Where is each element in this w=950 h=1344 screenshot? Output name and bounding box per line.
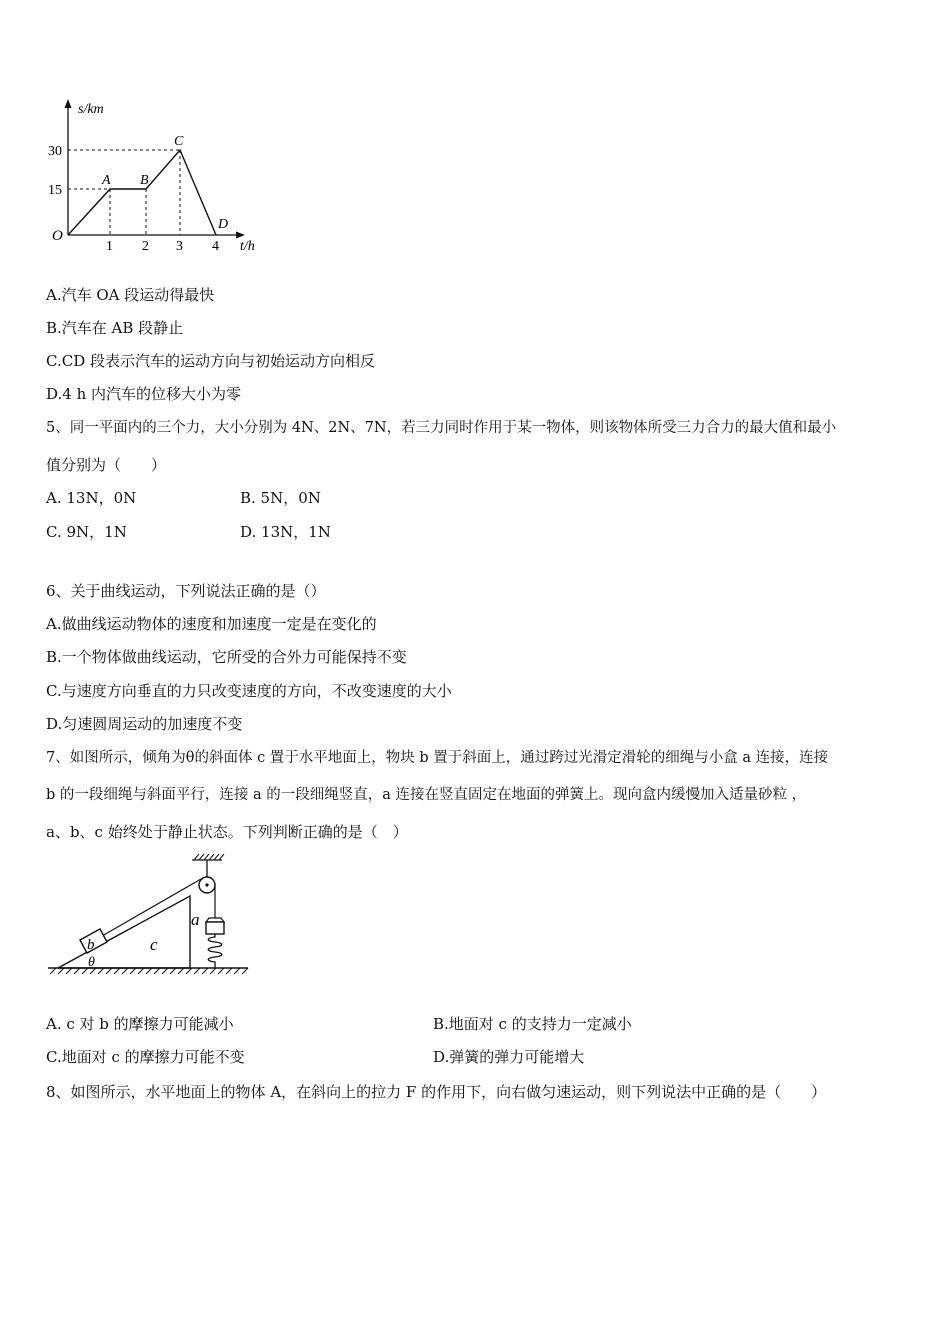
q5-option-b: B. 5N，0N: [240, 489, 321, 507]
q6-option-d: D.匀速圆周运动的加速度不变: [46, 715, 243, 733]
incline-figure: [44, 852, 254, 982]
graph-line: [68, 150, 216, 235]
y-axis-label: s/km: [78, 102, 104, 117]
point-d-label: D: [218, 217, 229, 232]
q8-stem: 8、如图所示，水平地面上的物体 A，在斜向上的拉力 F 的作用下，向右做匀速运动，则下列说法中正确的是（ ）: [46, 1083, 827, 1101]
point-a-label: A: [102, 173, 111, 188]
q5-option-c: C. 9N，1N: [46, 523, 127, 541]
q7-option-d: D.弹簧的弹力可能增大: [433, 1048, 585, 1066]
origin-label: O: [52, 228, 63, 244]
label-a: a: [191, 910, 200, 929]
q5-option-d: D. 13N，1N: [240, 523, 331, 541]
q4-option-b: B.汽车在 AB 段静止: [46, 319, 184, 337]
point-b-label: B: [140, 173, 149, 188]
pulley-axle: [205, 883, 208, 886]
spring: [208, 934, 222, 968]
ground-hatch: [50, 968, 248, 974]
q7-option-c: C.地面对 c 的摩擦力可能不变: [46, 1048, 245, 1066]
q5-stem-line2: 值分别为（ ）: [46, 456, 167, 474]
x-axis-label: t/h: [240, 239, 255, 254]
box-a: [206, 922, 224, 934]
y-tick-15: 15: [48, 183, 62, 198]
q7-stem-line2: b 的一段细绳与斜面平行，连接 a 的一段细绳竖直，a 连接在竖直固定在地面的弹簧上。现向盒内缓慢加入适量砂粒 ，: [46, 787, 807, 803]
x-tick-1: 1: [106, 239, 113, 254]
q7-option-b: B.地面对 c 的支持力一定减小: [433, 1015, 632, 1033]
y-axis-arrow: [65, 99, 72, 108]
x-tick-2: 2: [142, 239, 149, 254]
x-axis-arrow: [236, 232, 245, 239]
x-tick-4: 4: [212, 239, 219, 254]
q6-option-a: A.做曲线运动物体的速度和加速度一定是在变化的: [46, 615, 377, 633]
q7-option-a: A. c 对 b 的摩擦力可能减小: [46, 1015, 234, 1033]
q5-stem-line1: 5、同一平面内的三个力，大小分别为 4N、2N、7N，若三力同时作用于某一物体，则该物体所受三力合力的最大值和最小: [46, 420, 837, 436]
q6-option-c: C.与速度方向垂直的力只改变速度的方向，不改变速度的大小: [46, 682, 452, 700]
st-graph: [40, 95, 270, 255]
q6-stem: 6、关于曲线运动，下列说法正确的是（）: [46, 582, 326, 600]
q4-option-a: A.汽车 OA 段运动得最快: [46, 286, 215, 304]
label-theta: θ: [88, 955, 95, 970]
q7-stem-line1: 7、如图所示，倾角为θ的斜面体 c 置于水平地面上，物块 b 置于斜面上，通过跨过光滑定滑轮的细绳与小盒 a 连接，连接: [46, 750, 829, 766]
q7-stem-line3: a、b、c 始终处于静止状态。下列判断正确的是（ ）: [46, 823, 408, 841]
y-tick-30: 30: [48, 144, 62, 159]
incline-c: [58, 896, 190, 968]
q4-option-d: D.4 h 内汽车的位移大小为零: [46, 385, 242, 403]
point-c-label: C: [174, 134, 184, 149]
label-b: b: [87, 937, 95, 953]
q6-option-b: B.一个物体做曲线运动，它所受的合外力可能保持不变: [46, 648, 407, 666]
q4-option-c: C.CD 段表示汽车的运动方向与初始运动方向相反: [46, 352, 375, 370]
ceiling-hatch: [194, 854, 224, 860]
label-c: c: [150, 935, 158, 954]
x-tick-3: 3: [176, 239, 183, 254]
q5-option-a: A. 13N，0N: [46, 489, 137, 507]
